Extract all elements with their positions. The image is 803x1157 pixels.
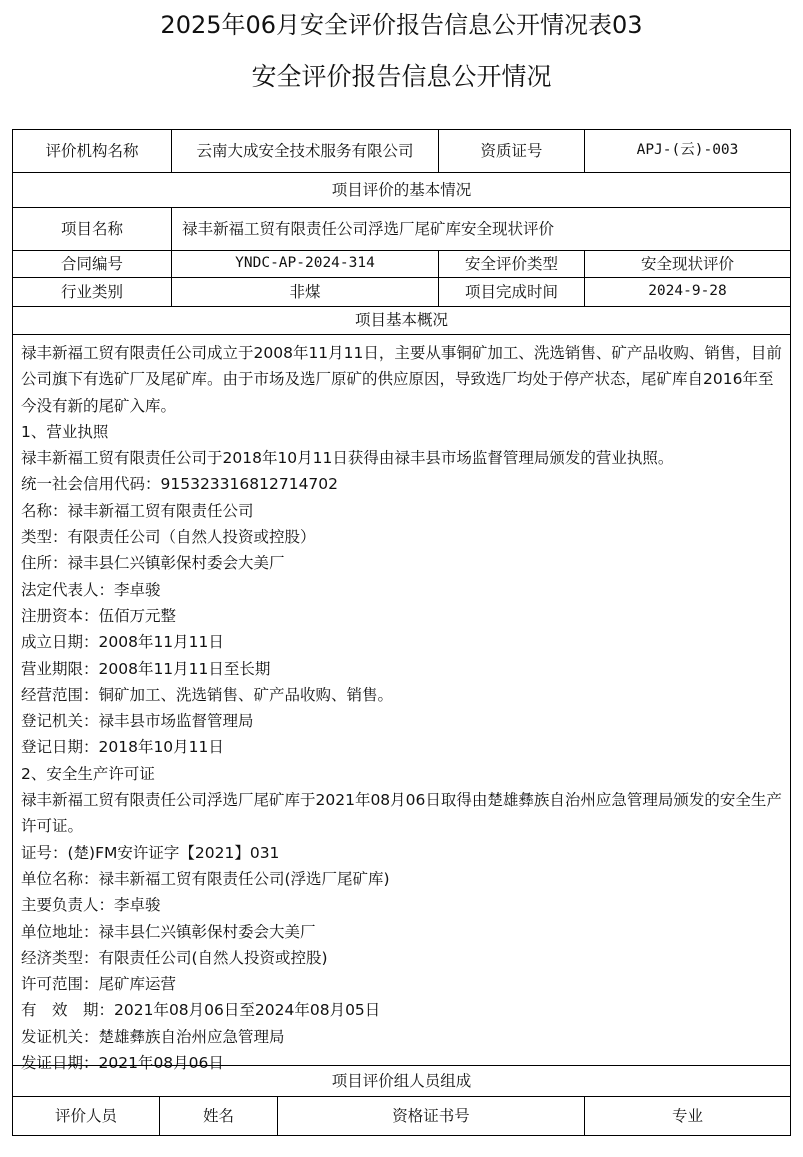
section-2-title: 2、安全生产许可证 [21, 764, 155, 783]
issue-date-line: 发证日期：2021年08月06日 [21, 1054, 224, 1073]
completion-time-value: 2024-9-28 [584, 277, 791, 307]
eval-type-label: 安全评价类型 [438, 250, 585, 278]
project-name-value: 禄丰新福工贸有限责任公司浮选厂尾矿库安全现状评价 [171, 207, 791, 251]
overview-body [12, 334, 791, 1073]
overview-header: 项目基本概况 [12, 306, 791, 335]
team-col-certificate: 资格证书号 [277, 1096, 585, 1136]
legal-rep-line: 法定代表人：李卓骏 [21, 580, 161, 599]
company-address-line: 住所：禄丰县仁兴镇彰保村委会大美厂 [21, 554, 285, 573]
registration-date-line: 登记日期：2018年10月11日 [21, 738, 224, 757]
registered-capital-line: 注册资本：伍佰万元整 [21, 606, 177, 625]
company-type-line: 类型：有限责任公司（自然人投资或控股） [21, 528, 316, 547]
cert-label-cell: 资质证号 [438, 129, 585, 173]
registration-authority-line: 登记机关：禄丰县市场监督管理局 [21, 712, 254, 731]
org-label-cell: 评价机构名称 [12, 129, 172, 173]
contract-no-value: YNDC-AP-2024-314 [171, 250, 439, 278]
team-col-name: 姓名 [159, 1096, 278, 1136]
contract-no-label: 合同编号 [12, 250, 172, 278]
team-col-specialty: 专业 [584, 1096, 791, 1136]
unit-address-line: 单位地址：禄丰县仁兴镇彰保村委会大美厂 [21, 922, 316, 941]
section-1-desc: 禄丰新福工贸有限责任公司于2018年10月11日获得由禄丰县市场监督管理局颁发的营业执照。 [21, 449, 674, 468]
cert-value-cell: APJ-(云)-003 [584, 129, 791, 173]
industry-label: 行业类别 [12, 277, 172, 307]
team-header: 项目评价组人员组成 [12, 1065, 791, 1097]
basic-info-header: 项目评价的基本情况 [12, 172, 791, 208]
business-scope-line: 经营范围：铜矿加工、洗选销售、矿产品收购、销售。 [21, 685, 394, 704]
document-subtitle: 安全评价报告信息公开情况 [251, 62, 552, 91]
eval-type-value: 安全现状评价 [584, 250, 791, 278]
industry-value: 非煤 [171, 277, 439, 307]
team-col-evaluator: 评价人员 [12, 1096, 160, 1136]
license-no-line: 证号：(楚)FM安许证字【2021】031 [21, 843, 280, 862]
project-name-label: 项目名称 [12, 207, 172, 251]
section-2-desc: 禄丰新福工贸有限责任公司浮选厂尾矿库于2021年08月06日取得由楚雄彝族自治州应急管理局颁发的安全生产许可证。 [21, 791, 782, 836]
org-value-cell: 云南大成安全技术服务有限公司 [171, 129, 439, 173]
founded-date-line: 成立日期：2008年11月11日 [21, 633, 224, 652]
issuing-authority-line: 发证机关：楚雄彝族自治州应急管理局 [21, 1027, 285, 1046]
business-term-line: 营业期限：2008年11月11日至长期 [21, 659, 271, 678]
validity-line: 有 效 期：2021年08月06日至2024年08月05日 [21, 1001, 381, 1020]
principal-line: 主要负责人：李卓骏 [21, 896, 161, 915]
completion-time-label: 项目完成时间 [438, 277, 585, 307]
section-1-title: 1、营业执照 [21, 422, 109, 441]
overview-intro: 禄丰新福工贸有限责任公司成立于2008年11月11日，主要从事铜矿加工、洗选销售、矿产品收购、销售，目前公司旗下有选矿厂及尾矿库。由于市场及选厂原矿的供应原因，导致选厂均处于停产状态，尾矿库自2016年至今没有新的尾矿入库。 [21, 344, 782, 415]
unit-name-line: 单位名称：禄丰新福工贸有限责任公司(浮选厂尾矿库) [21, 869, 390, 888]
license-scope-line: 许可范围：尾矿库运营 [21, 975, 177, 994]
economic-type-line: 经济类型：有限责任公司(自然人投资或控股) [21, 948, 328, 967]
document-title: 2025年06月安全评价报告信息公开情况表03 [160, 11, 643, 39]
credit-code-line: 统一社会信用代码：915323316812714702 [21, 475, 339, 494]
company-name-line: 名称：禄丰新福工贸有限责任公司 [21, 501, 254, 520]
